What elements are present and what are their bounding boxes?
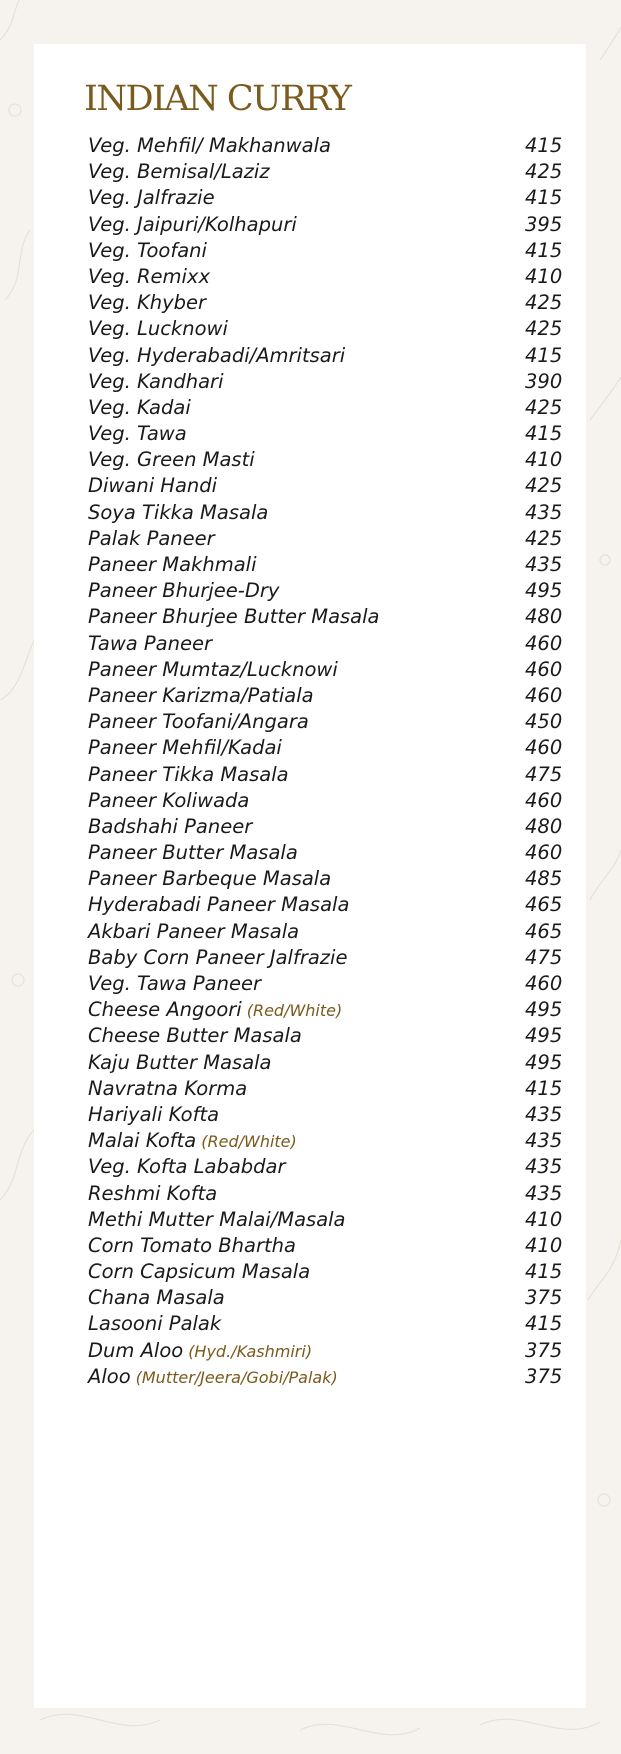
menu-item xyxy=(88,709,566,735)
item-price: 460 xyxy=(525,736,563,760)
item-variant-note: (Red/White) xyxy=(201,1132,297,1152)
item-name: Paneer Tikka Masala xyxy=(88,762,289,786)
item-price: 475 xyxy=(525,945,563,969)
item-name: Navratna Korma xyxy=(88,1076,248,1100)
item-name: Veg. Mehfil/ Makhanwala xyxy=(88,134,331,157)
menu-item xyxy=(88,866,566,892)
item-name: Chana Masala xyxy=(88,1286,225,1310)
menu-item xyxy=(88,1128,566,1154)
item-price: 435 xyxy=(525,500,563,524)
item-price: 415 xyxy=(525,343,563,367)
item-name: Veg. Jaipuri/Kolhapuri xyxy=(88,212,297,236)
item-name: Paneer Makhmali xyxy=(88,553,257,576)
item-price: 450 xyxy=(525,710,563,734)
item-price: 415 xyxy=(525,134,563,157)
item-name: Veg. Bemisal/Laziz xyxy=(88,160,270,184)
item-name: Veg. Green Masti xyxy=(88,448,255,472)
item-price: 475 xyxy=(525,762,563,786)
item-name: Veg. Hyderabadi/Amritsari xyxy=(88,343,346,367)
item-price: 435 xyxy=(525,553,563,576)
menu-item xyxy=(88,159,566,185)
item-price: 460 xyxy=(525,683,563,707)
item-name: Veg. Tawa Paneer xyxy=(88,972,261,995)
item-price: 435 xyxy=(525,1155,563,1179)
item-price: 415 xyxy=(525,1260,563,1284)
item-price: 425 xyxy=(525,395,563,419)
menu-item xyxy=(88,1338,566,1364)
item-name: Paneer Bhurjee-Dry xyxy=(88,579,280,603)
item-price: 425 xyxy=(525,291,563,315)
menu-item xyxy=(88,735,566,761)
menu-item xyxy=(88,578,566,604)
menu-item xyxy=(88,264,566,290)
menu-item xyxy=(88,500,566,526)
item-price: 495 xyxy=(525,579,563,603)
menu-item xyxy=(88,1285,566,1311)
menu-item xyxy=(88,1050,566,1076)
item-price: 460 xyxy=(525,657,563,681)
item-name: Dum Aloo xyxy=(88,1338,184,1362)
menu-item xyxy=(88,238,566,264)
item-name: Cheese Butter Masala xyxy=(88,1024,302,1048)
item-name: Veg. Toofani xyxy=(88,238,207,262)
menu-item xyxy=(88,1207,566,1233)
item-price: 435 xyxy=(525,1181,563,1205)
item-price: 460 xyxy=(525,841,563,865)
item-price: 460 xyxy=(525,972,563,995)
menu-item xyxy=(88,421,566,447)
menu-item xyxy=(88,473,566,499)
menu-item xyxy=(88,552,566,578)
menu-item xyxy=(88,657,566,683)
item-name: Paneer Toofani/Angara xyxy=(88,710,309,734)
item-price: 480 xyxy=(525,605,563,629)
item-price: 425 xyxy=(525,160,563,184)
menu-item xyxy=(88,683,566,709)
item-price: 415 xyxy=(525,186,563,210)
item-name: Reshmi Kofta xyxy=(88,1181,218,1205)
menu-item xyxy=(88,447,566,473)
menu-item xyxy=(88,997,566,1023)
menu-item xyxy=(88,1311,566,1337)
item-name: Baby Corn Paneer Jalfrazie xyxy=(88,945,348,969)
item-variant-note: (Mutter/Jeera/Gobi/Palak) xyxy=(135,1367,338,1387)
item-price: 395 xyxy=(525,212,563,236)
item-name: Paneer Mehfil/Kadai xyxy=(88,736,282,760)
item-name: Veg. Lucknowi xyxy=(88,317,228,341)
menu-item xyxy=(88,762,566,788)
menu-item xyxy=(88,840,566,866)
menu-item xyxy=(88,919,566,945)
item-price: 495 xyxy=(525,1024,563,1048)
item-price: 485 xyxy=(525,867,563,891)
item-price: 435 xyxy=(525,1102,563,1126)
item-price: 410 xyxy=(525,1207,563,1231)
item-price: 495 xyxy=(525,998,563,1022)
item-name: Paneer Bhurjee Butter Masala xyxy=(88,605,380,629)
item-name: Hyderabadi Paneer Masala xyxy=(88,893,350,917)
item-name: Palak Paneer xyxy=(88,526,215,550)
item-price: 465 xyxy=(525,893,563,917)
menu-item xyxy=(88,1233,566,1259)
item-price: 425 xyxy=(525,474,563,498)
item-name: Methi Mutter Malai/Masala xyxy=(88,1207,346,1231)
menu-item-list xyxy=(88,133,566,1390)
item-price: 425 xyxy=(525,526,563,550)
item-name: Tawa Paneer xyxy=(88,631,212,655)
menu-item xyxy=(88,316,566,342)
item-price: 375 xyxy=(525,1286,563,1310)
item-price: 415 xyxy=(525,1076,563,1100)
menu-item xyxy=(88,1259,566,1285)
item-name: Veg. Tawa xyxy=(88,422,187,446)
item-price: 435 xyxy=(525,1129,563,1153)
item-price: 425 xyxy=(525,317,563,341)
menu-item xyxy=(88,395,566,421)
item-price: 465 xyxy=(525,919,563,943)
item-price: 375 xyxy=(525,1364,563,1388)
item-name: Kaju Butter Masala xyxy=(88,1050,272,1074)
item-variant-note: (Red/White) xyxy=(246,1001,343,1021)
item-price: 460 xyxy=(525,631,563,655)
section-title: INDIAN CURRY xyxy=(84,79,351,119)
item-price: 375 xyxy=(525,1338,563,1362)
item-name: Veg. Jalfrazie xyxy=(88,186,215,210)
menu-item xyxy=(88,369,566,395)
item-name: Malai Kofta xyxy=(88,1129,197,1153)
menu-item xyxy=(88,631,566,657)
item-name: Veg. Kofta Lababdar xyxy=(88,1155,286,1179)
item-name: Corn Capsicum Masala xyxy=(88,1260,311,1284)
item-price: 415 xyxy=(525,238,563,262)
menu-item xyxy=(88,788,566,814)
item-name: Paneer Mumtaz/Lucknowi xyxy=(88,657,338,681)
item-price: 410 xyxy=(525,448,563,472)
item-price: 415 xyxy=(525,422,563,446)
item-price: 480 xyxy=(525,814,563,838)
item-name: Veg. Remixx xyxy=(88,264,211,288)
menu-item xyxy=(88,971,566,997)
menu-item xyxy=(88,133,566,159)
item-name: Paneer Koliwada xyxy=(88,788,250,812)
item-variant-note: (Hyd./Kashmiri) xyxy=(188,1341,313,1361)
item-name: Paneer Barbeque Masala xyxy=(88,867,332,891)
item-name: Paneer Karizma/Patiala xyxy=(88,683,314,707)
menu-item xyxy=(88,892,566,918)
menu-item xyxy=(88,1023,566,1049)
menu-card xyxy=(34,44,586,1708)
menu-item xyxy=(88,604,566,630)
item-price: 390 xyxy=(525,369,563,393)
menu-item xyxy=(88,212,566,238)
item-name: Soya Tikka Masala xyxy=(88,500,269,524)
item-name: Veg. Kandhari xyxy=(88,369,224,393)
menu-item xyxy=(88,945,566,971)
item-name: Diwani Handi xyxy=(88,474,218,498)
menu-item xyxy=(88,1102,566,1128)
menu-item xyxy=(88,814,566,840)
item-price: 460 xyxy=(525,788,563,812)
item-name: Cheese Angoori xyxy=(88,998,242,1022)
menu-item xyxy=(88,290,566,316)
item-name: Badshahi Paneer xyxy=(88,814,253,838)
item-price: 410 xyxy=(525,1233,563,1257)
menu-item xyxy=(88,1364,566,1390)
menu-item xyxy=(88,343,566,369)
menu-item xyxy=(88,1154,566,1180)
menu-item xyxy=(88,1181,566,1207)
item-name: Veg. Kadai xyxy=(88,395,191,419)
item-name: Veg. Khyber xyxy=(88,291,207,315)
menu-item xyxy=(88,526,566,552)
item-price: 415 xyxy=(525,1312,563,1336)
item-name: Lasooni Palak xyxy=(88,1312,222,1336)
item-price: 495 xyxy=(525,1050,563,1074)
item-name: Akbari Paneer Masala xyxy=(88,919,300,943)
menu-item xyxy=(88,185,566,211)
menu-item xyxy=(88,1076,566,1102)
item-name: Hariyali Kofta xyxy=(88,1102,220,1126)
item-price: 410 xyxy=(525,264,563,288)
item-name: Aloo xyxy=(88,1364,131,1388)
item-name: Paneer Butter Masala xyxy=(88,841,298,865)
item-name: Corn Tomato Bhartha xyxy=(88,1233,296,1257)
